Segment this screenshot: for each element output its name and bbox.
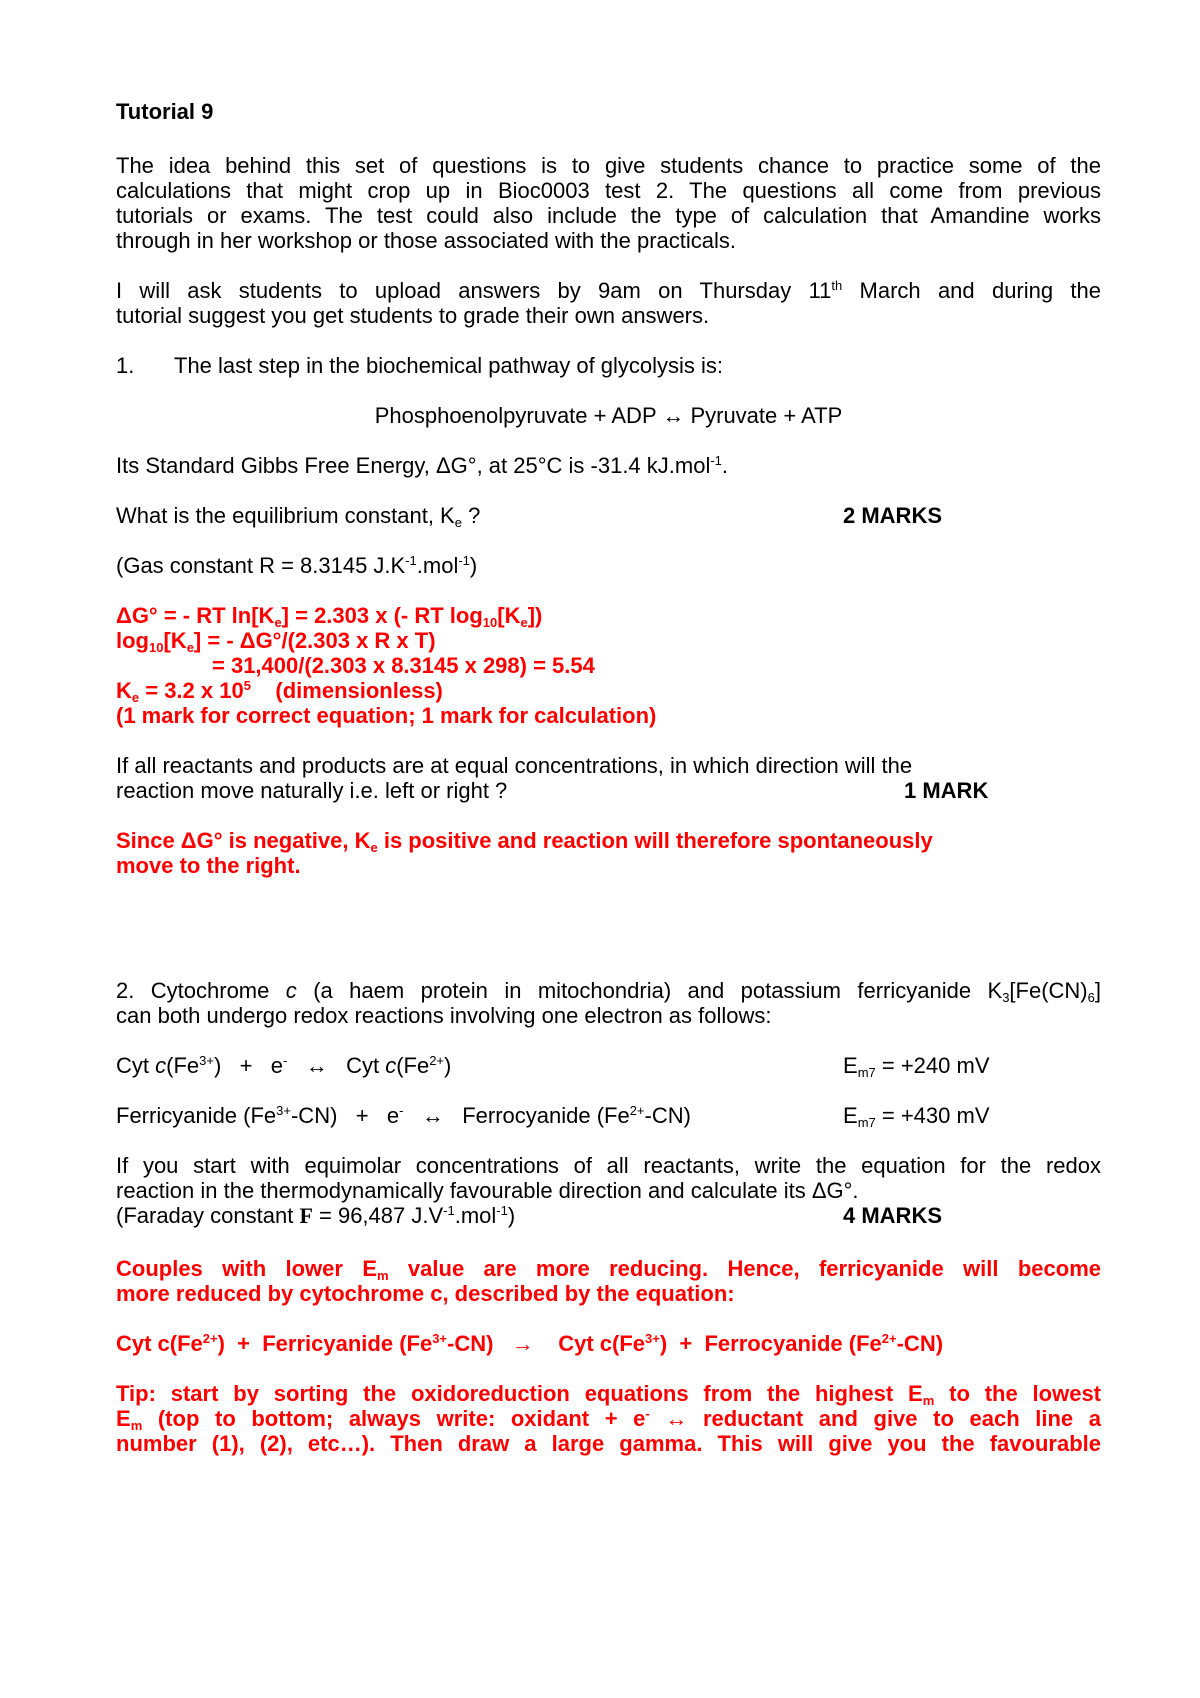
text-fragment: c [155, 1053, 167, 1078]
text-fragment: Tip: start by sorting the oxidoreduction equations from the highest E [116, 1381, 923, 1406]
redox-reaction [116, 1052, 451, 1079]
subscript: e [370, 840, 378, 855]
intro-line: tutorials or exams. The test could also include the type of calculation that Amandine works [116, 203, 1101, 228]
text-fragment: = 96,487 J.V [312, 1203, 444, 1228]
text-fragment: (Fe [396, 1053, 430, 1078]
text-fragment: . [721, 453, 729, 478]
question-text [116, 502, 480, 529]
superscript: 2+ [202, 1331, 218, 1346]
intro-line: The idea behind this set of questions is to give students chance to practice some of the [116, 153, 1101, 178]
text-fragment: ΔG° = - RT ln[K [116, 603, 275, 628]
question-text: reaction in the thermodynamically favourable direction and calculate its ΔG°. [116, 1178, 859, 1203]
text-fragment: -CN) [644, 1103, 691, 1128]
text-fragment: (Faraday constant [116, 1203, 300, 1228]
superscript: 3+ [645, 1331, 660, 1346]
subscript: m7 [857, 1065, 876, 1080]
text-fragment: ) [469, 553, 478, 578]
text-fragment: -CN) → Cyt c(Fe [447, 1331, 646, 1356]
text-fragment: Its Standard Gibbs Free Energy, ΔG°, at 25°C is -31.4 kJ.mol [116, 453, 711, 478]
superscript: 2+ [629, 1103, 645, 1118]
intro-line: through in her workshop or those associated with the practicals. [116, 228, 736, 253]
question-number: 1. [116, 353, 135, 378]
subscript: 6 [1087, 990, 1095, 1005]
text-fragment: F [299, 1203, 313, 1228]
text-fragment: ) [444, 1053, 452, 1078]
text-fragment: = +240 mV [875, 1053, 990, 1078]
text-fragment: E [843, 1103, 858, 1128]
redox-reaction [116, 1102, 691, 1129]
gibbs-statement [116, 452, 728, 479]
answer-line [116, 677, 443, 704]
gas-constant [116, 552, 477, 579]
superscript: 2+ [881, 1331, 897, 1346]
text-fragment: ↔ reductant and give to each line a [649, 1406, 1101, 1431]
marks-label: 2 MARKS [843, 503, 943, 528]
text-fragment: [K [163, 628, 187, 653]
superscript: th [831, 278, 843, 293]
subscript: 10 [482, 615, 498, 630]
midpoint-potential [843, 1052, 990, 1079]
reaction-equation: Phosphoenolpyruvate + ADP ↔ Pyruvate + ATP [374, 403, 843, 428]
text-fragment: 2. Cytochrome [116, 978, 286, 1003]
text-fragment: c [285, 978, 297, 1003]
superscript: - [283, 1053, 288, 1068]
text-fragment: ↔ Ferrocyanide (Fe [403, 1103, 630, 1128]
text-fragment: ↔ Cyt [287, 1053, 386, 1078]
superscript: -1 [405, 553, 417, 568]
marks-label: 4 MARKS [843, 1203, 943, 1228]
text-fragment: ] = - ΔG°/(2.303 x R x T) [193, 628, 436, 653]
intro-line: calculations that might crop up in Bioc0003 test 2. The questions all come from previous [116, 178, 1101, 203]
text-fragment: = +430 mV [875, 1103, 990, 1128]
subscript: e [131, 690, 140, 705]
text-fragment: ]) [527, 603, 543, 628]
answer-line [116, 602, 542, 629]
superscript: 5 [243, 678, 251, 693]
superscript: -1 [443, 1203, 455, 1218]
text-fragment: Couples with lower E [116, 1256, 377, 1281]
text-fragment: I will ask students to upload answers by 9am on Thursday 11 [116, 278, 832, 303]
text-fragment: -CN) + e [290, 1103, 400, 1128]
superscript: 3+ [199, 1053, 214, 1068]
marks-label: 1 MARK [904, 778, 989, 803]
tip-line [116, 1405, 1101, 1432]
answer-line: move to the right. [116, 853, 301, 878]
text-fragment: .mol [454, 1203, 497, 1228]
midpoint-potential [843, 1102, 990, 1129]
text-fragment: = 3.2 x 10 [139, 678, 244, 703]
superscript: -1 [496, 1203, 508, 1218]
tip-line [116, 1380, 1101, 1407]
intro-line [116, 277, 1101, 304]
text-fragment: .mol [416, 553, 459, 578]
text-fragment: March and during the [842, 278, 1101, 303]
text-fragment: ) + e [213, 1053, 284, 1078]
superscript: -1 [458, 553, 470, 568]
superscript: - [645, 1406, 650, 1421]
superscript: 2+ [429, 1053, 445, 1068]
tip-line: number (1), (2), etc…). Then draw a large gamma. This will give you the favourable [116, 1431, 1101, 1456]
answer-equation [116, 1330, 943, 1357]
question-text: If all reactants and products are at equal concentrations, in which direction will the [116, 753, 913, 778]
question-text: The last step in the biochemical pathway of glycolysis is: [174, 353, 724, 378]
faraday-constant [116, 1202, 515, 1229]
text-fragment: to the lowest [934, 1381, 1101, 1406]
answer-line: (1 mark for correct equation; 1 mark for calculation) [116, 703, 657, 728]
intro-line: tutorial suggest you get students to grade their own answers. [116, 303, 710, 328]
text-fragment: (dimensionless) [250, 678, 443, 703]
text-fragment: E [116, 1406, 131, 1431]
subscript: e [454, 515, 462, 530]
text-fragment: (top to bottom; always write: oxidant + e [142, 1406, 646, 1431]
text-fragment: (a haem protein in mitochondria) and potassium ferricyanide K [296, 978, 1003, 1003]
subscript: e [274, 615, 282, 630]
text-fragment: ) + Ferricyanide (Fe [217, 1331, 433, 1356]
superscript: - [399, 1103, 404, 1118]
subscript: m [377, 1268, 389, 1283]
superscript: -1 [710, 453, 722, 468]
question-text: can both undergo redox reactions involving one electron as follows: [116, 1003, 772, 1028]
subscript: m [922, 1393, 935, 1408]
text-fragment: (Fe [166, 1053, 200, 1078]
answer-line [116, 827, 933, 854]
question-text: reaction move naturally i.e. left or right ? [116, 778, 508, 803]
question-text: If you start with equimolar concentrations of all reactants, write the equation for the redox [116, 1153, 1101, 1178]
text-fragment: [Fe(CN) [1009, 978, 1088, 1003]
answer-line [116, 627, 436, 654]
text-fragment: ? [461, 503, 481, 528]
text-fragment: log [116, 628, 149, 653]
answer-line [116, 1255, 1101, 1282]
subscript: 3 [1002, 990, 1010, 1005]
text-fragment: (Gas constant R = 8.3145 J.K [116, 553, 406, 578]
text-fragment: K [116, 678, 132, 703]
text-fragment: What is the equilibrium constant, K [116, 503, 455, 528]
subscript: m7 [857, 1115, 876, 1130]
text-fragment: ) [507, 1203, 516, 1228]
answer-line: more reduced by cytochrome c, described by the equation: [116, 1281, 735, 1306]
text-fragment: Cyt [116, 1053, 156, 1078]
text-fragment: Ferricyanide (Fe [116, 1103, 277, 1128]
text-fragment: value are more reducing. Hence, ferricyanide will become [388, 1256, 1102, 1281]
text-fragment: [K [497, 603, 521, 628]
text-fragment: ] [1094, 978, 1101, 1003]
superscript: 3+ [276, 1103, 291, 1118]
text-fragment: ) + Ferrocyanide (Fe [659, 1331, 882, 1356]
superscript: 3+ [432, 1331, 448, 1346]
answer-line: = 31,400/(2.303 x 8.3145 x 298) = 5.54 [212, 653, 595, 678]
text-fragment: Cyt c(Fe [116, 1331, 203, 1356]
text-fragment: E [843, 1053, 858, 1078]
text-fragment: is positive and reaction will therefore spontaneously [377, 828, 933, 853]
text-fragment: Since ΔG° is negative, K [116, 828, 371, 853]
question-text [116, 977, 1101, 1004]
page-title: Tutorial 9 [116, 99, 214, 124]
text-fragment: ] = 2.303 x (- RT log [281, 603, 483, 628]
text-fragment: c [385, 1053, 397, 1078]
subscript: e [520, 615, 528, 630]
subscript: 10 [149, 640, 164, 655]
subscript: m [130, 1418, 143, 1433]
subscript: e [186, 640, 194, 655]
text-fragment: -CN) [896, 1331, 944, 1356]
